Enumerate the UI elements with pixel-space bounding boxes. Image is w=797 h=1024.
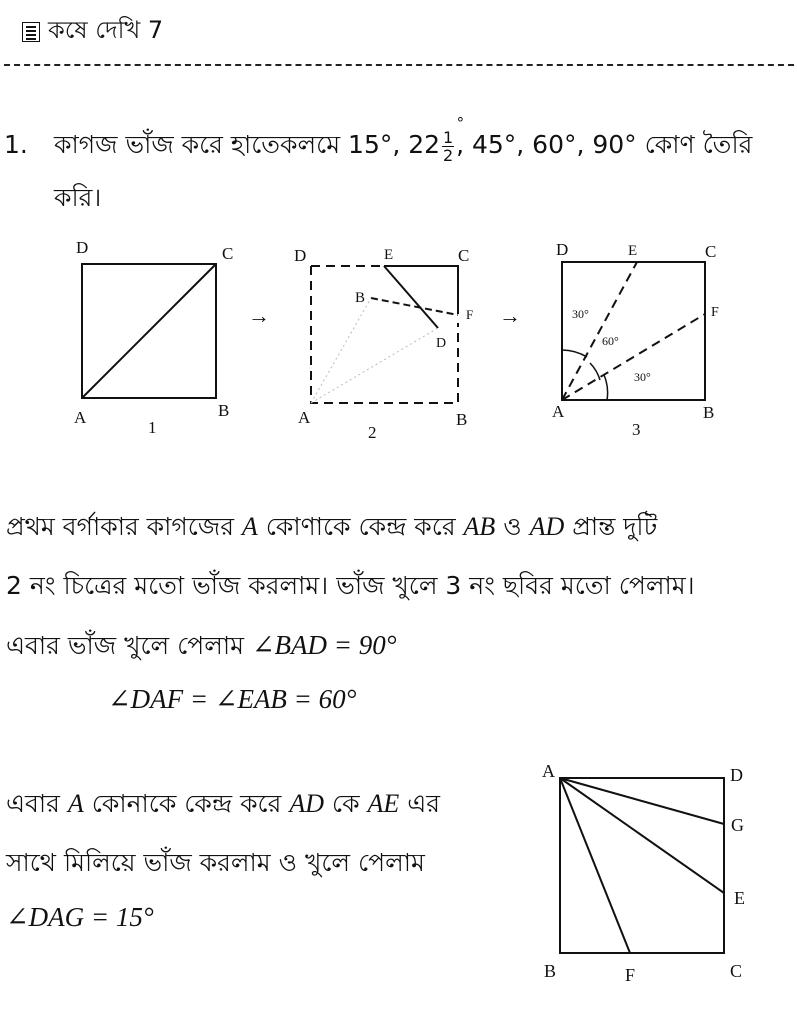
fig3-label-A: A xyxy=(552,402,565,421)
frac-numerator: 1 xyxy=(442,127,454,147)
figure-3 xyxy=(552,240,719,439)
question-number: 1. xyxy=(4,130,28,159)
fig2-label-F: F xyxy=(466,307,474,322)
fig3-arc-bot xyxy=(604,375,608,400)
fig2-faint-line-2 xyxy=(311,328,438,403)
page-title: কষে দেখি 7 xyxy=(48,16,164,44)
arrow-2: → xyxy=(499,303,521,328)
para2-text-a: এবার xyxy=(6,789,68,818)
para1-line1 xyxy=(6,509,657,545)
fig3-label-C: C xyxy=(705,242,717,261)
para2-var-AE: AE xyxy=(367,789,400,818)
para1-line2: 2 নং চিত্রের মতো ভাঁজ করলাম। ভাঁজ খুলে 3 নং ছবির মতো পেলাম। xyxy=(6,571,695,600)
para1-var-AD: AD xyxy=(529,512,565,541)
fig2-label-B: B xyxy=(456,410,468,429)
para1-var-A: A xyxy=(241,512,258,541)
para1-text-b: কোণাকে কেন্দ্র করে xyxy=(257,512,464,541)
para2-line1 xyxy=(6,786,440,822)
para2-text-c: কে xyxy=(323,789,368,818)
dashed-divider xyxy=(4,64,794,66)
para2-line3 xyxy=(6,899,154,936)
fig1-label-C: C xyxy=(222,244,234,263)
fig1-diagonal xyxy=(82,264,216,398)
figure-4 xyxy=(530,755,797,1024)
para1-var-AB: AB xyxy=(463,512,496,541)
page-header xyxy=(22,12,163,52)
fig3-angle-mid: 60° xyxy=(602,334,619,348)
fig3-angle-top: 30° xyxy=(572,307,589,321)
para1-text-d: প্রান্ত দুটি xyxy=(564,512,658,541)
fig1-label-B: B xyxy=(218,401,230,420)
question-text-before: কাগজ ভাঁজ করে হাতেকলমে 15°, 22 xyxy=(54,130,441,159)
equation-daf-eab: ∠DAF = ∠EAB = 60° xyxy=(108,684,357,714)
fig4-line-AG xyxy=(560,778,724,824)
fig3-arc-top xyxy=(562,350,587,357)
para2-text-b: কোনাকে কেন্দ্র করে xyxy=(83,789,290,818)
fig3-arc-mid xyxy=(590,363,600,380)
fig3-angle-bot: 30° xyxy=(634,370,651,384)
fig2-label-B-fold: B xyxy=(355,290,366,306)
fig4-line-AF xyxy=(560,778,630,953)
equation-dag: ∠DAG = 15° xyxy=(6,902,154,932)
fig3-caption: 3 xyxy=(632,420,641,439)
fig3-label-D: D xyxy=(556,240,569,259)
fig2-label-C: C xyxy=(458,246,470,265)
fig2-label-E: E xyxy=(384,247,394,263)
para2-var-AD: AD xyxy=(289,789,324,818)
fig2-label-D: D xyxy=(294,246,307,265)
fig4-line-AE xyxy=(560,778,724,893)
fig4-label-D: D xyxy=(730,765,743,785)
fraction-half xyxy=(442,113,465,165)
document-icon xyxy=(22,22,40,42)
equation-bad: ∠BAD = 90° xyxy=(251,630,397,660)
question-text-cont: করি। xyxy=(54,183,102,212)
fig2-faint-line-1 xyxy=(311,298,371,403)
para1-line3-text: এবার ভাঁজ খুলে পেলাম xyxy=(6,631,252,660)
fig3-label-E: E xyxy=(628,243,638,259)
arrow-1: → xyxy=(248,303,270,328)
fig2-fold-line xyxy=(384,266,438,328)
fig4-square xyxy=(560,778,724,953)
figure-2 xyxy=(294,246,473,442)
fig4-label-G: G xyxy=(731,815,744,835)
para2-text-d: এর xyxy=(399,789,440,818)
question-text-after: , 45°, 60°, 90° কোণ তৈরি xyxy=(456,130,753,159)
fig3-label-B: B xyxy=(703,403,715,422)
fig4-label-E: E xyxy=(734,888,745,908)
para1-text-a: প্রথম বর্গাকার কাগজের xyxy=(6,512,242,541)
frac-degree: ° xyxy=(456,113,465,132)
frac-denominator: 2 xyxy=(442,145,454,165)
fig2-dashed-outline xyxy=(311,266,458,403)
fig1-label-A: A xyxy=(74,408,87,427)
folding-figures xyxy=(0,235,797,455)
fig2-label-A: A xyxy=(298,408,311,427)
question-1 xyxy=(4,113,784,165)
fig2-caption: 2 xyxy=(368,423,377,442)
fig4-label-B: B xyxy=(544,961,557,981)
fig4-label-F: F xyxy=(625,965,636,985)
fig3-label-F: F xyxy=(711,305,719,320)
para1-line4 xyxy=(108,681,356,718)
para2-var-A: A xyxy=(67,789,84,818)
fig1-label-D: D xyxy=(76,238,89,257)
para2-line2: সাথে মিলিয়ে ভাঁজ করলাম ও খুলে পেলাম xyxy=(6,848,425,877)
fig4-label-C: C xyxy=(730,961,743,981)
para1-line3 xyxy=(6,627,397,664)
para1-text-c: ও xyxy=(495,512,530,541)
fig4-label-A: A xyxy=(542,761,555,781)
fig2-label-D-fold: D xyxy=(436,336,447,351)
fig3-line-AF xyxy=(562,314,705,400)
fig1-caption: 1 xyxy=(148,418,157,437)
figure-1 xyxy=(74,238,233,437)
